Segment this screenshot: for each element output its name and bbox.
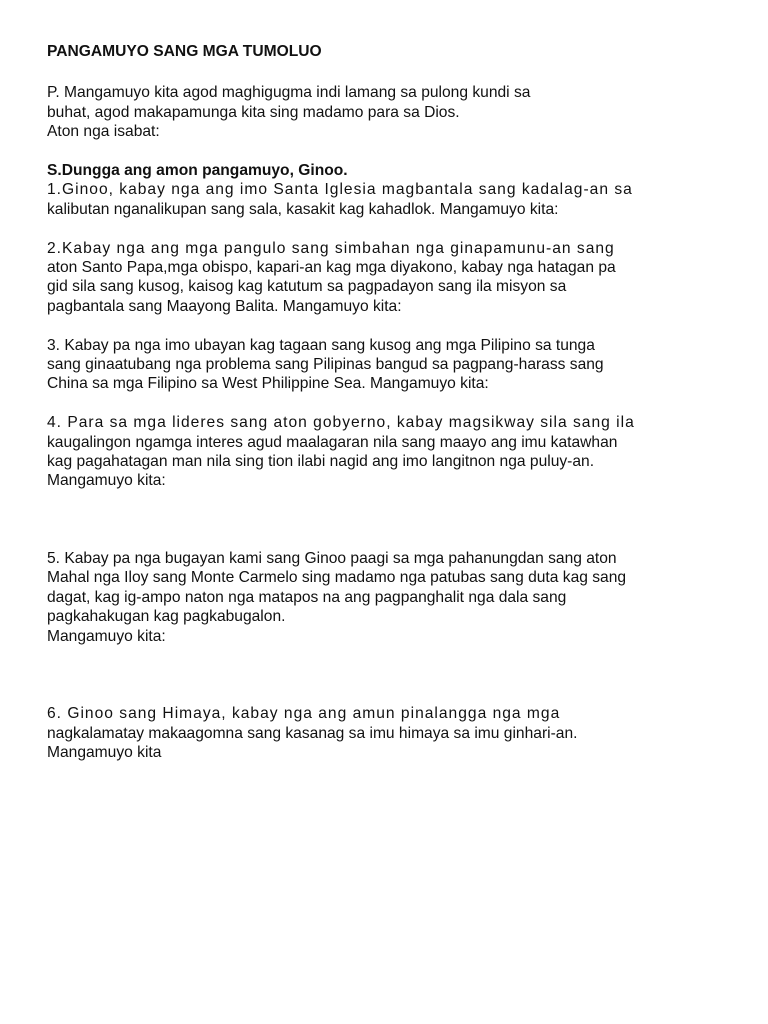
intro-line: P. Mangamuyo kita agod maghigugma indi lamang sa pulong kundi sa bbox=[47, 84, 531, 102]
document-title: PANGAMUYO SANG MGA TUMOLUO bbox=[47, 43, 322, 60]
petition-line: 4. Para sa mga lideres sang aton gobyerno, kabay magsikway sila sang ila bbox=[47, 414, 635, 432]
petition-1 bbox=[47, 180, 737, 219]
petition-line: gid sila sang kusog, kaisog kag katutum sa pagpadayon sang ila misyon sa bbox=[47, 278, 567, 296]
petition-line: 1.Ginoo, kabay nga ang imo Santa Iglesia magbantala sang kadalag-an sa bbox=[47, 181, 633, 199]
petition-line: China sa mga Filipino sa West Philippine Sea. Mangamuyo kita: bbox=[47, 375, 489, 393]
petition-line: 5. Kabay pa nga bugayan kami sang Ginoo paagi sa mga pahanungdan sang aton bbox=[47, 550, 617, 568]
petition-6 bbox=[47, 704, 737, 762]
petition-line: pagkahakugan kag pagkabugalon. bbox=[47, 608, 286, 626]
intro-line: Aton nga isabat: bbox=[47, 123, 160, 141]
petition-5 bbox=[47, 549, 737, 646]
intro-line: buhat, agod makapamunga kita sing madamo para sa Dios. bbox=[47, 103, 460, 121]
petition-line: Mahal nga Iloy sang Monte Carmelo sing madamo nga patubas sang duta kag sang bbox=[47, 569, 627, 587]
response-line: S.Dungga ang amon pangamuyo, Ginoo. bbox=[47, 162, 348, 180]
petition-line: kag pagahatagan man nila sing tion ilabi nagid ang imo langitnon nga puluy-an. bbox=[47, 453, 595, 471]
petition-line: nagkalamatay makaagomna sang kasanag sa imu himaya sa imu ginhari-an. bbox=[47, 724, 578, 742]
petition-line: Mangamuyo kita: bbox=[47, 627, 166, 645]
petition-line: sang ginaatubang nga problema sang Pilipinas bangud sa pagpang-harass sang bbox=[47, 356, 604, 374]
petition-line: kalibutan nganalikupan sang sala, kasakit kag kahadlok. Mangamuyo kita: bbox=[47, 200, 559, 218]
prayer-text bbox=[47, 42, 737, 782]
petition-line: Mangamuyo kita: bbox=[47, 472, 166, 490]
petition-line: Mangamuyo kita bbox=[47, 744, 162, 762]
petition-3 bbox=[47, 336, 737, 394]
intro-paragraph bbox=[47, 83, 737, 141]
spacer bbox=[47, 665, 737, 704]
petition-2 bbox=[47, 239, 737, 317]
petition-line: pagbantala sang Maayong Balita. Mangamuyo kita: bbox=[47, 297, 402, 315]
petition-line: 2.Kabay nga ang mga pangulo sang simbahan nga ginapamunu-an sang bbox=[47, 239, 615, 257]
spacer bbox=[47, 510, 737, 549]
petition-line: 6. Ginoo sang Himaya, kabay nga ang amun pinalangga nga mga bbox=[47, 705, 561, 723]
petition-line: kaugalingon ngamga interes agud maalagaran nila sang maayo ang imu katawhan bbox=[47, 433, 618, 451]
petition-line: dagat, kag ig-ampo naton nga matapos na ang pagpanghalit nga dala sang bbox=[47, 588, 567, 606]
petition-line: 3. Kabay pa nga imo ubayan kag tagaan sang kusog ang mga Pilipino sa tunga bbox=[47, 336, 595, 354]
petition-4 bbox=[47, 413, 737, 491]
petition-line: aton Santo Papa,mga obispo, kapari-an kag mga diyakono, kabay nga hatagan pa bbox=[47, 259, 616, 277]
